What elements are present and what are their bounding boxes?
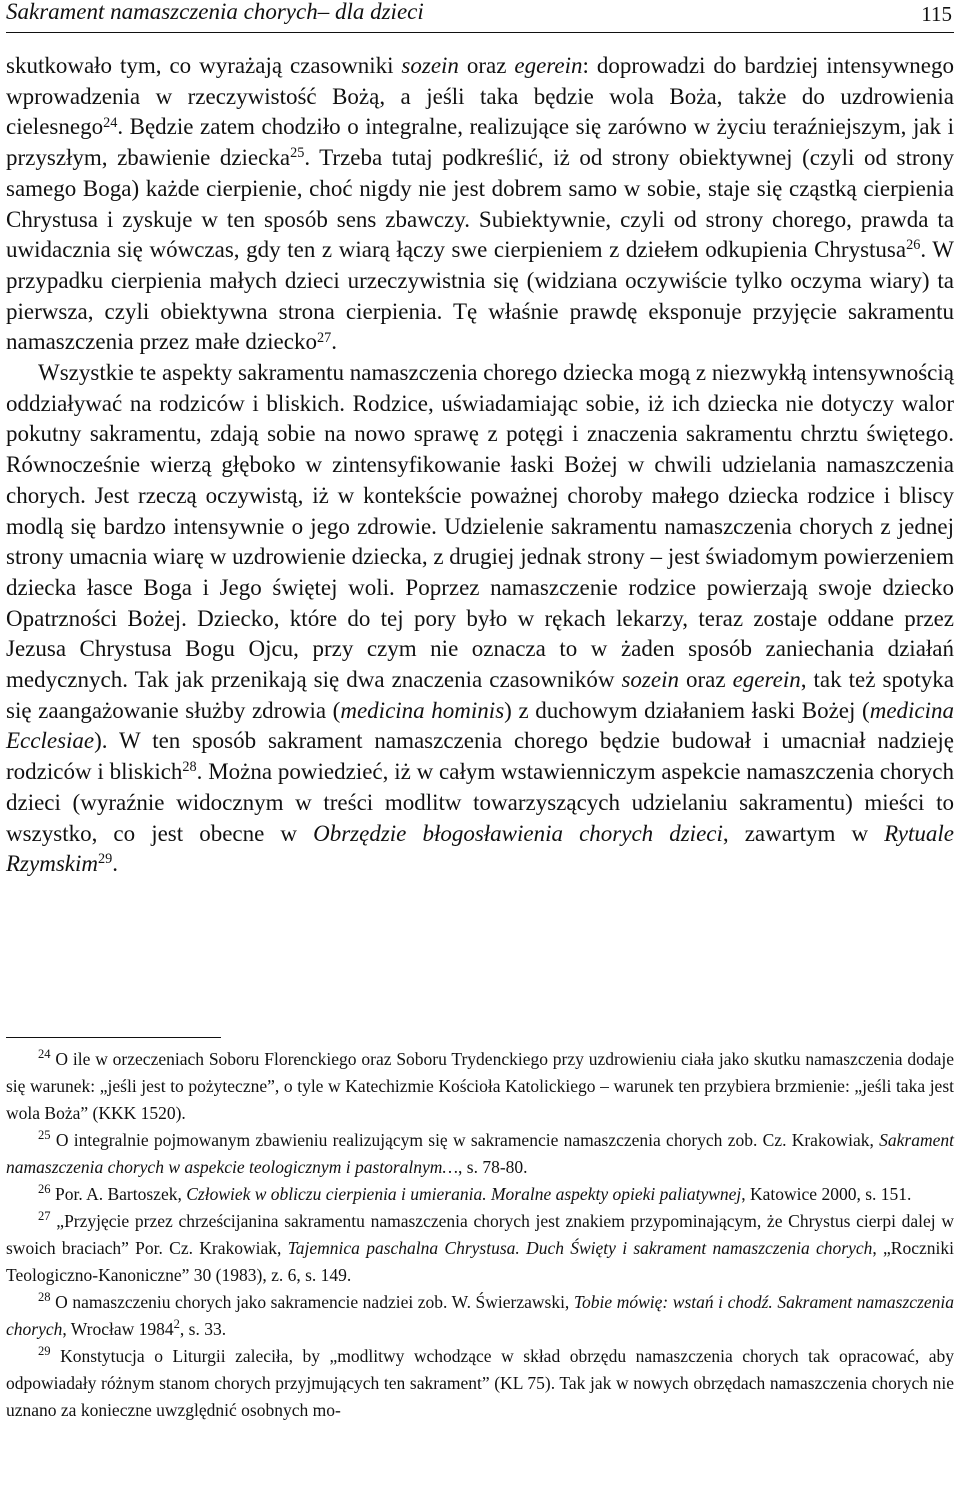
text-run: .: [112, 851, 118, 877]
text-run: . Trzeba tutaj podkreślić, iż od strony obiektywnej (czyli od strony samego Boga) każde cierpienie, choć nigdy nie jest dobrem samo w sobie, staje się cząstką cierpienia Chrystusa i zyskuje w ten sposób sens zbawczy. Subiektywnie, czyli od strony chorego, prawda ta uwidacznia się wówczas, gdy ten z wiarą łączy swe cierpieniem z dziełem odkupienia Chrystusa: [6, 145, 954, 263]
text-run: . W przypadku cierpienia małych dzieci urzeczywistnia się (widziana oczywiście tylko oczyma wiary) ta pierwsza, czyli obiektywna strona cierpienia. Tę właśnie prawdę eksponuje przyjęcie sakramentu namaszczenia przez małe dziecko: [6, 237, 954, 355]
paragraph-1: [6, 51, 954, 358]
footnotes: [6, 1046, 954, 1424]
page-number: 115: [921, 2, 952, 26]
footnote-text: O namaszczeniu chorych jako sakramencie nadziei zob. W. Świerzawski,: [50, 1292, 574, 1312]
footnote-number: 25: [38, 1128, 51, 1143]
italic-term: sozein: [621, 667, 679, 693]
footnote-25: [6, 1127, 954, 1181]
footnote-text: , s. 78-80.: [458, 1157, 528, 1177]
footnote-ref[interactable]: 24: [103, 114, 118, 131]
footnote-number: 29: [38, 1344, 51, 1359]
text-run: oraz: [678, 667, 733, 693]
italic-title: Człowiek w obliczu cierpienia i umierania. Moralne aspekty opieki paliatywnej: [186, 1184, 742, 1204]
footnote-27: [6, 1208, 954, 1289]
footnote-number: 27: [38, 1209, 51, 1224]
footnote-ref[interactable]: 28: [182, 759, 197, 776]
italic-title: Obrzędzie błogosławienia chorych dzieci: [313, 820, 723, 846]
footnote-number: 26: [38, 1182, 51, 1197]
edition-superscript: 2: [173, 1317, 180, 1332]
document-page: [6, 0, 954, 1488]
footnote-ref[interactable]: 26: [906, 237, 921, 254]
footnote-ref[interactable]: 27: [316, 329, 332, 346]
footnote-text: O integralnie pojmowanym zbawieniu realizującym się w sakramencie namaszczenia chorych zob. Cz. Krakowiak,: [50, 1130, 880, 1150]
italic-term: sozein: [401, 53, 459, 78]
footnote-text: , s. 33.: [179, 1319, 227, 1339]
footnote-ref[interactable]: 29: [97, 851, 113, 868]
text-run: , zawartym w: [722, 820, 885, 846]
footnote-text: , Wrocław 1984: [62, 1319, 174, 1339]
italic-title: Sakrament namaszczenia chorych w aspekcie teologicznym i pastoralnym…: [6, 1130, 954, 1177]
footnote-text: , Katowice 2000, s. 151.: [741, 1184, 912, 1204]
footnote-ref[interactable]: 25: [290, 145, 305, 162]
text-run: Wszystkie te aspekty sakramentu namaszczenia chorego dziecka mogą z niezwykłą intensywnością oddziaływać na rodziców i bliskich. Rodzice, uświadamiając sobie, iż ich dziecka nie dotyczy walor pokutny sakramentu, zdają sobie na nowo sprawę z potęgi i znaczenia sakramentu chrztu świętego. Równocześnie wierzą głęboko w zintensyfikowanie łaski Bożej w chwili udzielania namaszczenia chorych. Jest rzeczą oczywistą, iż w kontekście poważnej choroby małego dziecka rodzice i bliscy modlą się bardzo intensywnie o jego zdrowie. Udzielenie sakramentu namaszczenia chorych z jednej strony umacnia wiarę w uzdrowienie dziecka, z drugiej jednak strony – jest świadomym powierzeniem dziecka łasce Boga i Jego świętej woli. Poprzez namaszczenie rodzice powierzają swoje dziecko Opatrzności Bożej. Dziecko, które do tej pory było w rękach lekarzy, teraz zostaje oddane przez Jezusa Chrystusa Bogu Ojcu, przy czym nie oznacza to w żaden sposób zaniechania działań medycznych. Tak jak przenikają się dwa znaczenia czasowników: [6, 360, 954, 693]
footnote-text: Por. A. Bartoszek,: [50, 1184, 187, 1204]
running-title: Sakrament namaszczenia chorych– dla dzieci: [6, 0, 424, 24]
footnote-text: „Przyjęcie przez chrześcijanina sakramentu namaszczenia chorych jest znakiem przypominającym, że Chrystus cierpi dalej w swoich braciach” Por. Cz. Krakowiak,: [6, 1211, 954, 1258]
footnote-26: [6, 1181, 954, 1208]
footnote-number: 24: [38, 1047, 51, 1062]
italic-term: egerein: [732, 667, 801, 693]
italic-term: medicina hominis: [340, 697, 505, 723]
main-text: [6, 51, 954, 880]
paragraph-2: [6, 358, 954, 880]
running-header: [6, 0, 954, 33]
text-run: oraz: [458, 53, 515, 78]
footnote-29: [6, 1343, 954, 1424]
text-run: , tak też spotyka się zaangażowanie służby zdrowia (: [6, 667, 954, 723]
footnote-text: Konstytucja o Liturgii zaleciła, by „modlitwy wchodzące w skład obrzędu namaszczenia chorych tak opracować, aby odpowiadały różnym stanom chorych przyjmujących ten sakrament” (KL 75). Tak jak w nowych obrzędach namaszczenia chorych nie uznano za konieczne uwzględnić osobnych mo-: [6, 1346, 954, 1420]
text-run: ) z duchowym działaniem łaski Bożej (: [504, 697, 870, 723]
text-run: . Można powiedzieć, iż w całym wstawienniczym aspekcie namaszczenia chorych dzieci (wyraźnie widocznym w treści modlitw towarzyszących udzielaniu sakramentu) mieści to wszystko, co jest obecne w: [6, 759, 954, 846]
text-run: : doprowadzi do bardziej intensywnego wprowadzenia w rzeczywistość Bożą, a jeśli taka będzie wola Boża, także do uzdrowienia cielesnego: [6, 53, 955, 140]
italic-term: medicina Ecclesiae: [6, 697, 955, 754]
italic-title: Rytuale Rzymskim: [6, 820, 954, 877]
text-run: skutkowało tym, co wyrażają czasowniki: [6, 53, 402, 78]
italic-title: Tajemnica paschalna Chrystusa. Duch Święty i sakrament namaszczenia chorych: [287, 1238, 873, 1258]
italic-title: Tobie mówię: wstań i chodź. Sakrament namaszczenia chorych: [6, 1292, 954, 1339]
italic-term: egerein: [514, 53, 583, 78]
footnote-24: [6, 1046, 954, 1127]
footnote-text: , „Roczniki Teologiczno-Kanoniczne” 30 (1983), z. 6, s. 149.: [6, 1238, 954, 1285]
footnote-28: [6, 1289, 954, 1343]
text-run: .: [331, 329, 337, 355]
footnote-separator: [6, 1037, 221, 1038]
footnote-number: 28: [38, 1290, 51, 1305]
text-run: . Będzie zatem chodziło o integralne, realizujące się zarówno w życiu teraźniejszym, jak i przyszłym, zbawienie dziecka: [6, 114, 954, 171]
footnote-text: O ile w orzeczeniach Soboru Florenckiego oraz Soboru Trydenckiego przy uzdrowieniu ciała jako skutku namaszczenia dodaje się warunek: „jeśli jest to pożyteczne”, o tyle w Katechizmie Kościoła Katolickiego – warunek ten przybiera brzmienie: „jeśli taka jest wola Boża” (KKK 1520).: [6, 1049, 954, 1123]
text-run: ). W ten sposób sakrament namaszczenia chorego będzie budował i umacniał nadzieję rodziców i bliskich: [6, 728, 954, 785]
